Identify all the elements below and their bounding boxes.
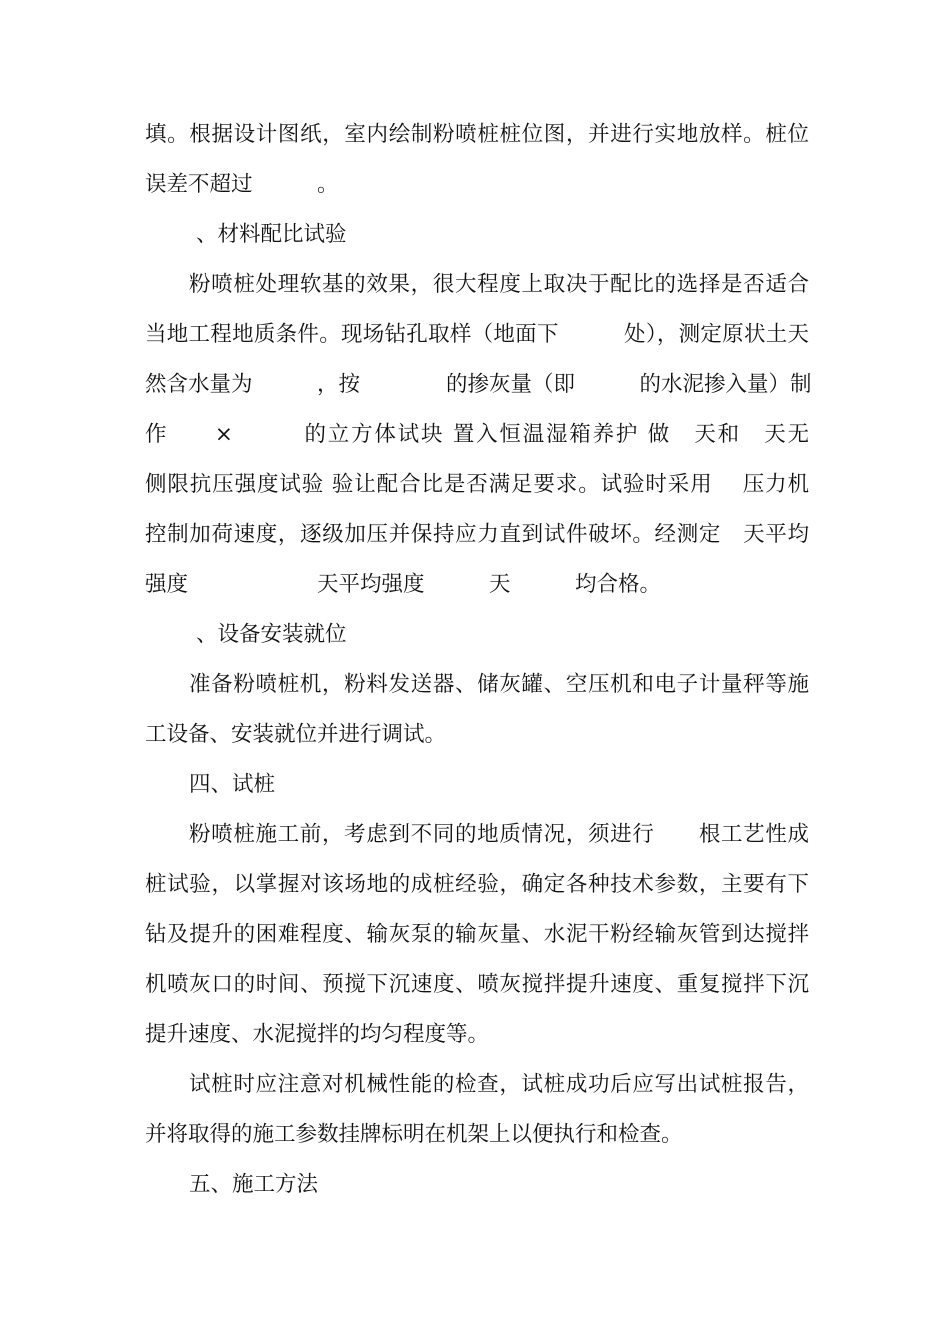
- body-text-line: 工设备、安装就位并进行调试。: [145, 722, 447, 747]
- body-text-line: 当地工程地质条件。现场钻孔取样（地面下 处），测定原状土天: [145, 322, 809, 347]
- section-heading-trial-pile: 四、试桩: [189, 772, 276, 797]
- body-text-line: 粉喷桩施工前，考虑到不同的地质情况，须进行 根工艺性成: [189, 822, 809, 847]
- body-text-line: 控制加荷速度，逐级加压并保持应力直到试件破坏。经测定 天平均: [145, 522, 809, 547]
- body-text-line: 提升速度、水泥搅拌的均匀程度等。: [145, 1022, 490, 1047]
- body-text-line: 机喷灰口的时间、预搅下沉速度、喷灰搅拌提升速度、重复搅拌下沉: [145, 972, 809, 997]
- body-text-line: 然含水量为 ，按 的掺灰量（即 的水泥掺入量）制: [145, 372, 812, 397]
- body-text-line: 误差不超过 。: [145, 172, 339, 197]
- body-text-line: 粉喷桩处理软基的效果，很大程度上取决于配比的选择是否适合: [189, 272, 809, 297]
- body-text-line: 钻及提升的困难程度、输灰泵的输灰量、水泥干粉经输灰管到达搅拌: [145, 922, 809, 947]
- body-text-line: 侧限抗压强度试验 验让配合比是否满足要求。试验时采用 压力机: [145, 472, 809, 497]
- body-text-line: 试桩时应注意对机械性能的检查，试桩成功后应写出试桩报告，: [189, 1072, 809, 1097]
- section-heading-material-ratio: 、材料配比试验: [196, 222, 347, 247]
- body-text-line: 强度 天平均强度 天 均合格。: [145, 572, 662, 597]
- body-text-line: 桩试验，以掌握对该场地的成桩经验，确定各种技术参数，主要有下: [145, 872, 809, 897]
- section-heading-construction-method: 五、施工方法: [189, 1172, 319, 1197]
- section-heading-equipment: 、设备安装就位: [196, 622, 347, 647]
- body-text-line: 作 × 的立方体试块 置入恒温湿箱养护 做 天和 天无: [145, 422, 809, 447]
- body-text-line: 填。根据设计图纸，室内绘制粉喷桩桩位图，并进行实地放样。桩位: [145, 122, 809, 147]
- body-text-line: 准备粉喷桩机，粉料发送器、储灰罐、空压机和电子计量秤等施: [189, 672, 809, 697]
- body-text-line: 并将取得的施工参数挂牌标明在机架上以便执行和检查。: [145, 1122, 683, 1147]
